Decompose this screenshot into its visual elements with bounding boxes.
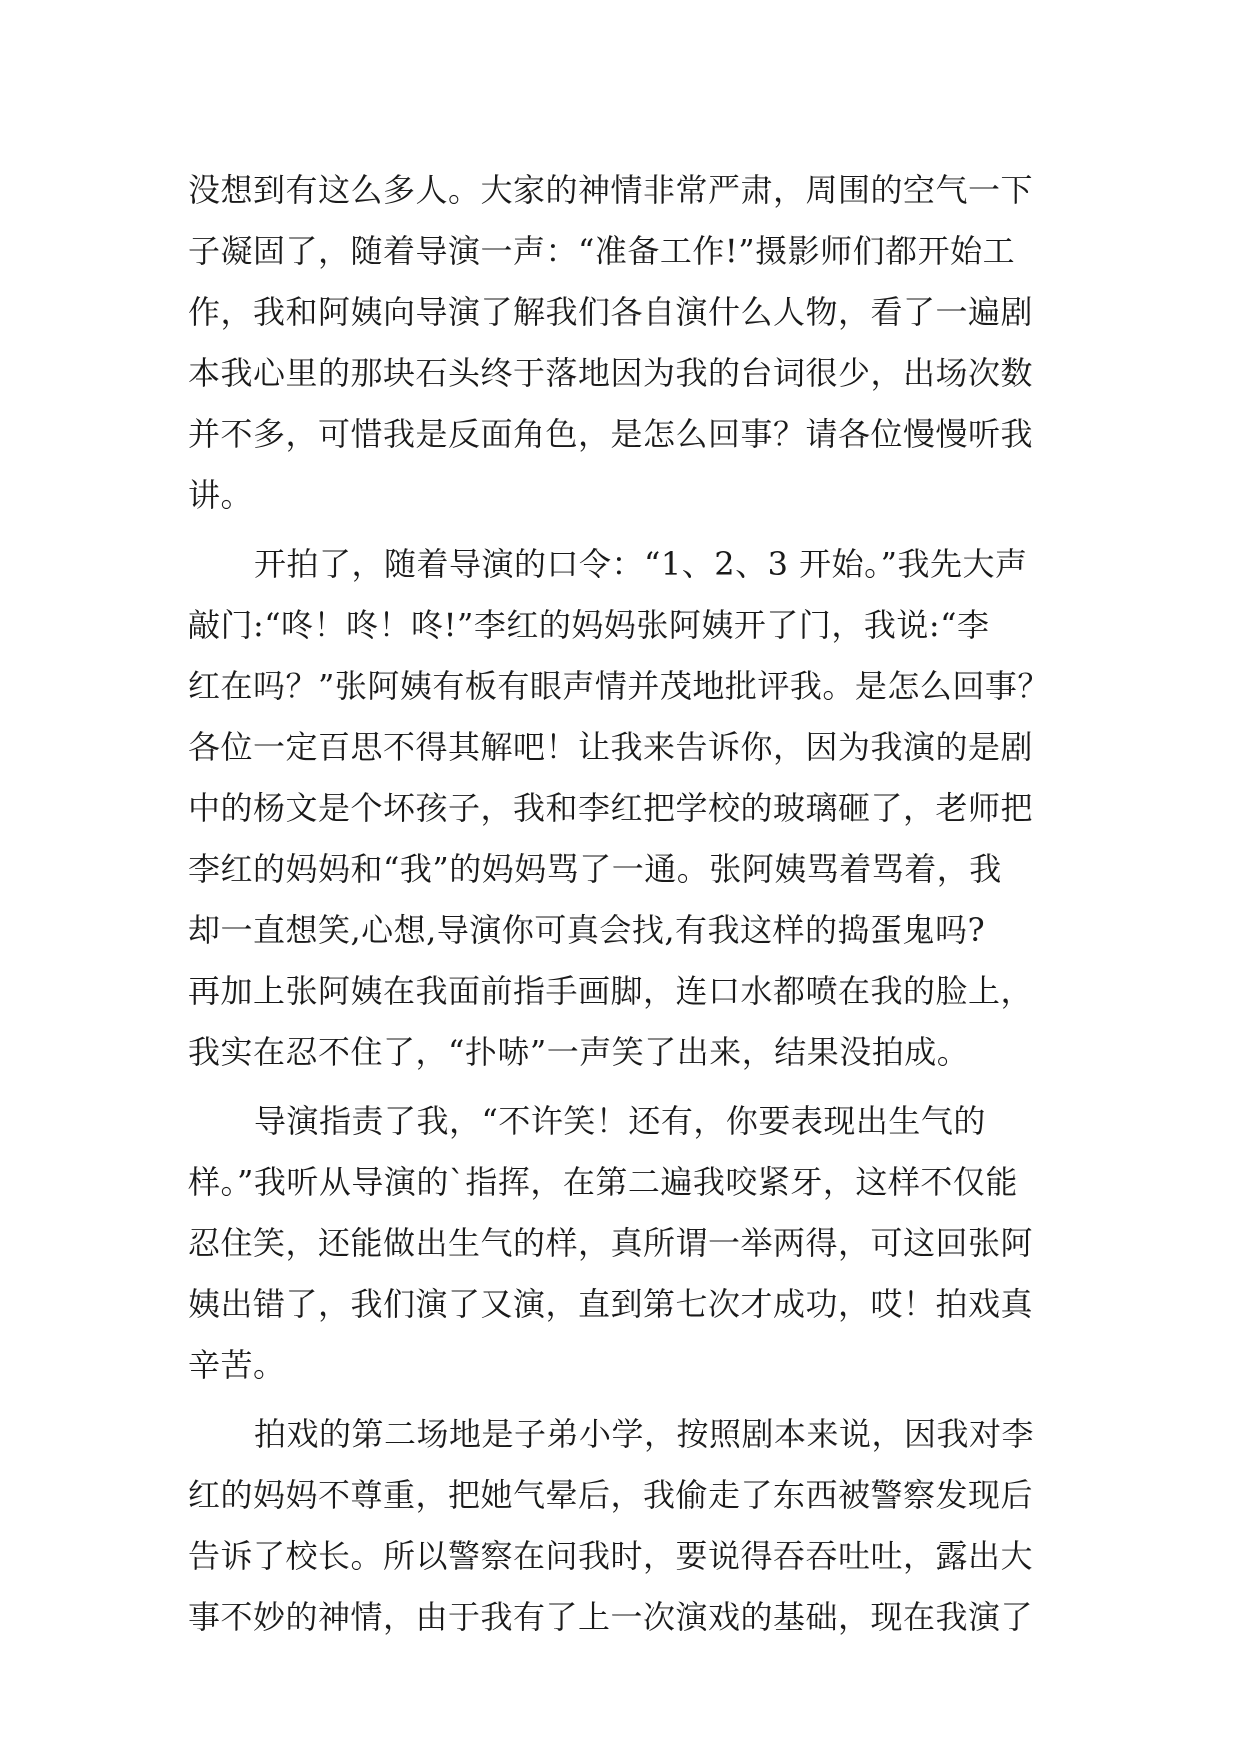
text-line: 红在吗？”张阿姨有板有眼声情并茂地批评我。是怎么回事？ [188, 667, 1050, 705]
paragraph-start-line: 拍戏的第二场地是子弟小学，按照剧本来说，因我对李 [254, 1415, 1035, 1453]
text-line: 中的杨文是个坏孩子，我和李红把学校的玻璃砸了，老师把 [188, 789, 1034, 827]
body-text [188, 160, 1068, 1648]
text-line: 样。”我听从导演的`指挥，在第二遍我咬紧牙，这样不仅能 [188, 1163, 1018, 1201]
text-line: 事不妙的神情，由于我有了上一次演戏的基础，现在我演了 [188, 1598, 1034, 1636]
text-line: 敲门:“咚！咚！咚!”李红的妈妈张阿姨开了门，我说:“李 [188, 606, 990, 644]
text-line: 红的妈妈不尊重，把她气晕后，我偷走了东西被警察发现后 [188, 1476, 1034, 1514]
text-line: 再加上张阿姨在我面前指手画脚，连口水都喷在我的脸上， [188, 972, 1034, 1010]
paragraph-start-line: 开拍了，随着导演的口令：“1、2、3 开始。”我先大声 [254, 545, 1028, 583]
text-line: 告诉了校长。所以警察在问我时，要说得吞吞吐吐，露出大 [188, 1537, 1034, 1575]
text-line: 本我心里的那块石头终于落地因为我的台词很少，出场次数 [188, 354, 1034, 392]
text-line: 讲。 [188, 476, 254, 514]
text-line: 忍住笑，还能做出生气的样，真所谓一举两得，可这回张阿 [188, 1224, 1034, 1262]
text-line: 辛苦。 [188, 1346, 286, 1384]
text-line: 李红的妈妈和“我”的妈妈骂了一通。张阿姨骂着骂着，我 [188, 850, 1002, 888]
text-line: 姨出错了，我们演了又演，直到第七次才成功，哎！拍戏真 [188, 1285, 1034, 1323]
text-line: 我实在忍不住了，“扑哧”一声笑了出来，结果没拍成。 [188, 1033, 970, 1071]
text-line: 各位一定百思不得其解吧！让我来告诉你，因为我演的是剧 [188, 728, 1034, 766]
text-line: 却一直想笑,心想,导演你可真会找,有我这样的捣蛋鬼吗? [188, 911, 986, 949]
text-line: 没想到有这么多人。大家的神情非常严肃，周围的空气一下 [188, 171, 1034, 209]
text-line: 并不多，可惜我是反面角色，是怎么回事？请各位慢慢听我 [188, 415, 1034, 453]
paragraph-start-line: 导演指责了我，“不许笑！还有，你要表现出生气的 [254, 1102, 986, 1140]
text-line: 作，我和阿姨向导演了解我们各自演什么人物，看了一遍剧 [188, 293, 1034, 331]
text-line: 子凝固了，随着导演一声：“准备工作!”摄影师们都开始工 [188, 232, 1016, 270]
